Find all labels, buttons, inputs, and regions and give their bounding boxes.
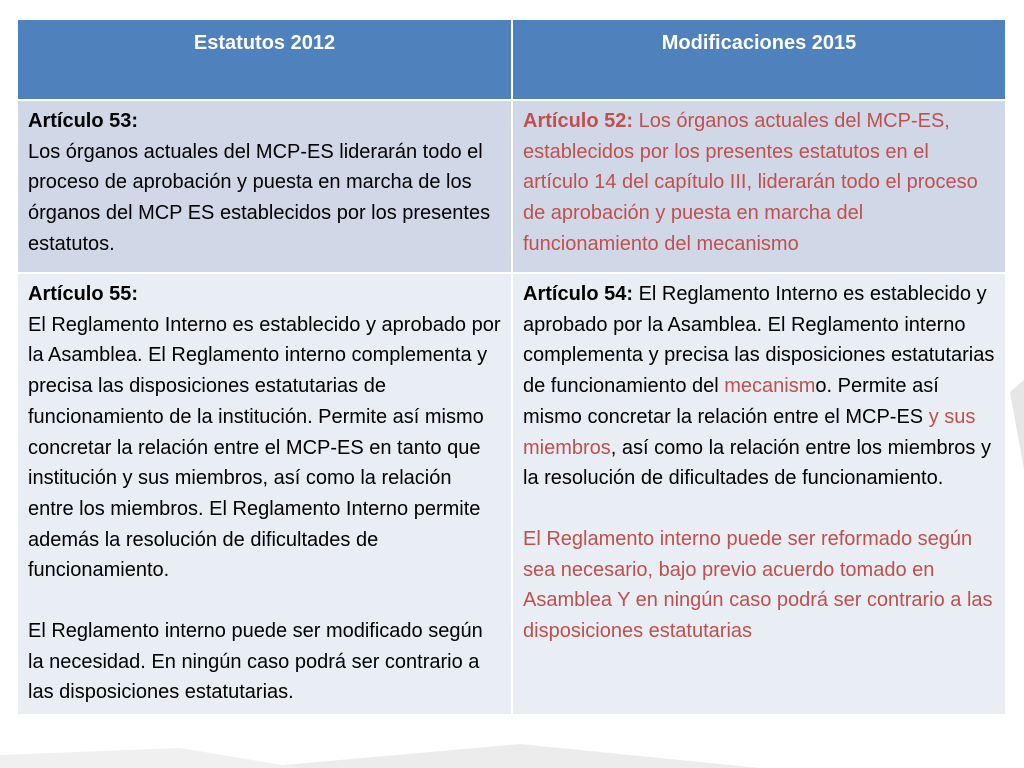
- article-body: [523, 279, 995, 494]
- header-modificaciones-2015: Modificaciones 2015: [512, 19, 1006, 100]
- highlight-text: y sus miembros: [523, 405, 976, 459]
- article-title: Artículo 52:: [523, 110, 634, 132]
- header-estatutos-2012: Estatutos 2012: [17, 19, 512, 100]
- article-text: Los órganos actuales del MCP-ES liderarán todo el proceso de aprobación y puesta en marcha de los órganos del MCP ES establecidos por los presentes estatutos.: [28, 140, 491, 255]
- cell-articulo-54: [512, 273, 1006, 715]
- cell-articulo-52: [512, 100, 1006, 273]
- article-text: , así como la relación entre los miembros y la resolución de dificultades de funcionamiento.: [523, 436, 991, 490]
- article-text-secondary: El Reglamento interno puede ser modificado según la necesidad. En ningún caso podrá ser contrario a las disposiciones estatutarias.: [28, 620, 483, 704]
- article-text-secondary: El Reglamento interno puede ser reformado según sea necesario, bajo previo acuerdo tomado en Asamblea Y en ningún caso podrá ser contrario a las disposiciones estatutarias: [523, 527, 993, 643]
- table-row: [17, 100, 1006, 273]
- comparison-table: [16, 18, 1007, 716]
- article-text: o. Permite así mismo concretar la relación entre el MCP-ES: [523, 375, 939, 428]
- article-text: El Reglamento Interno es establecido y aprobado por la Asamblea. El Reglamento interno complementa y precisa las disposiciones estatutarias de funcionamiento del: [523, 283, 995, 398]
- article-title: Artículo 53:: [28, 110, 139, 132]
- cell-articulo-53: [17, 100, 512, 273]
- article-title: Artículo 55:: [28, 283, 139, 305]
- article-title: Artículo 54:: [523, 283, 634, 305]
- article-text: El Reglamento Interno es establecido y aprobado por la Asamblea. El Reglamento interno complementa y precisa las disposiciones estatutarias de funcionamiento de la institución. Permite así mismo concretar la relación entre el MCP-ES en tanto que institución y sus miembros, así como la relación entre los miembros. El Reglamento Interno permite además la resolución de dificultades de funcionamiento.: [28, 313, 501, 582]
- article-text: Los órganos actuales del MCP-ES, establecidos por los presentes estatutos en el artículo 14 del capítulo III, liderarán todo el proceso de aprobación y puesta en marcha del funcionamiento del mecanismo: [523, 110, 978, 255]
- table-row: [17, 273, 1006, 715]
- table-header-row: [17, 19, 1006, 100]
- cell-articulo-55: [17, 273, 512, 715]
- highlight-text: mecanism: [724, 375, 816, 398]
